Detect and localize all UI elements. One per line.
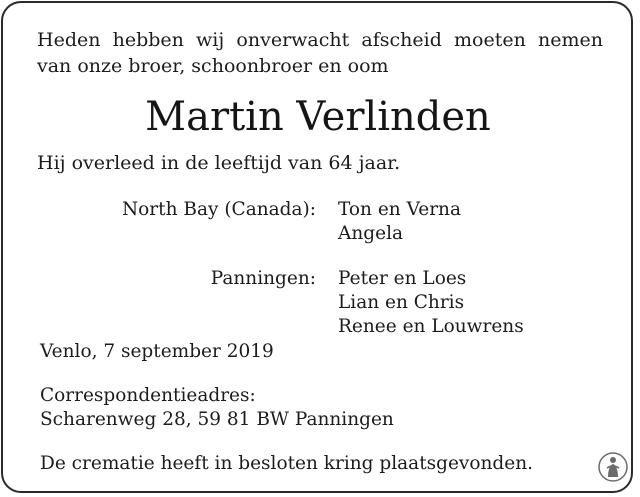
group-place-north-bay: North Bay (Canada):	[121, 199, 316, 220]
intro-line-2: van onze broer, schoonbroer en oom	[37, 55, 389, 77]
age-statement: Hij overleed in de leeftijd van 64 jaar.	[37, 152, 401, 174]
relative-name: Peter en Loes	[338, 268, 467, 289]
group-names-panningen	[338, 267, 524, 339]
closing-statement: De crematie heeft in besloten kring plaatsgevonden.	[40, 453, 534, 474]
correspondence-address: Scharenweg 28, 59 81 BW Panningen	[40, 409, 394, 430]
relative-name: Lian en Chris	[338, 292, 465, 313]
relative-name: Renee en Louwrens	[338, 316, 524, 337]
relative-name: Angela	[338, 223, 404, 244]
group-place-panningen: Panningen:	[210, 268, 316, 289]
intro-line-1: Heden hebben wij onverwacht afscheid moeten nemen	[37, 29, 603, 51]
intro-text	[37, 27, 603, 79]
group-names-north-bay	[338, 198, 461, 246]
place-date: Venlo, 7 september 2019	[40, 341, 274, 362]
memorial-figure-icon	[598, 452, 628, 482]
deceased-name: Martin Verlinden	[145, 94, 491, 140]
correspondence-label: Correspondentieadres:	[40, 385, 256, 406]
relative-name: Ton en Verna	[338, 199, 461, 220]
